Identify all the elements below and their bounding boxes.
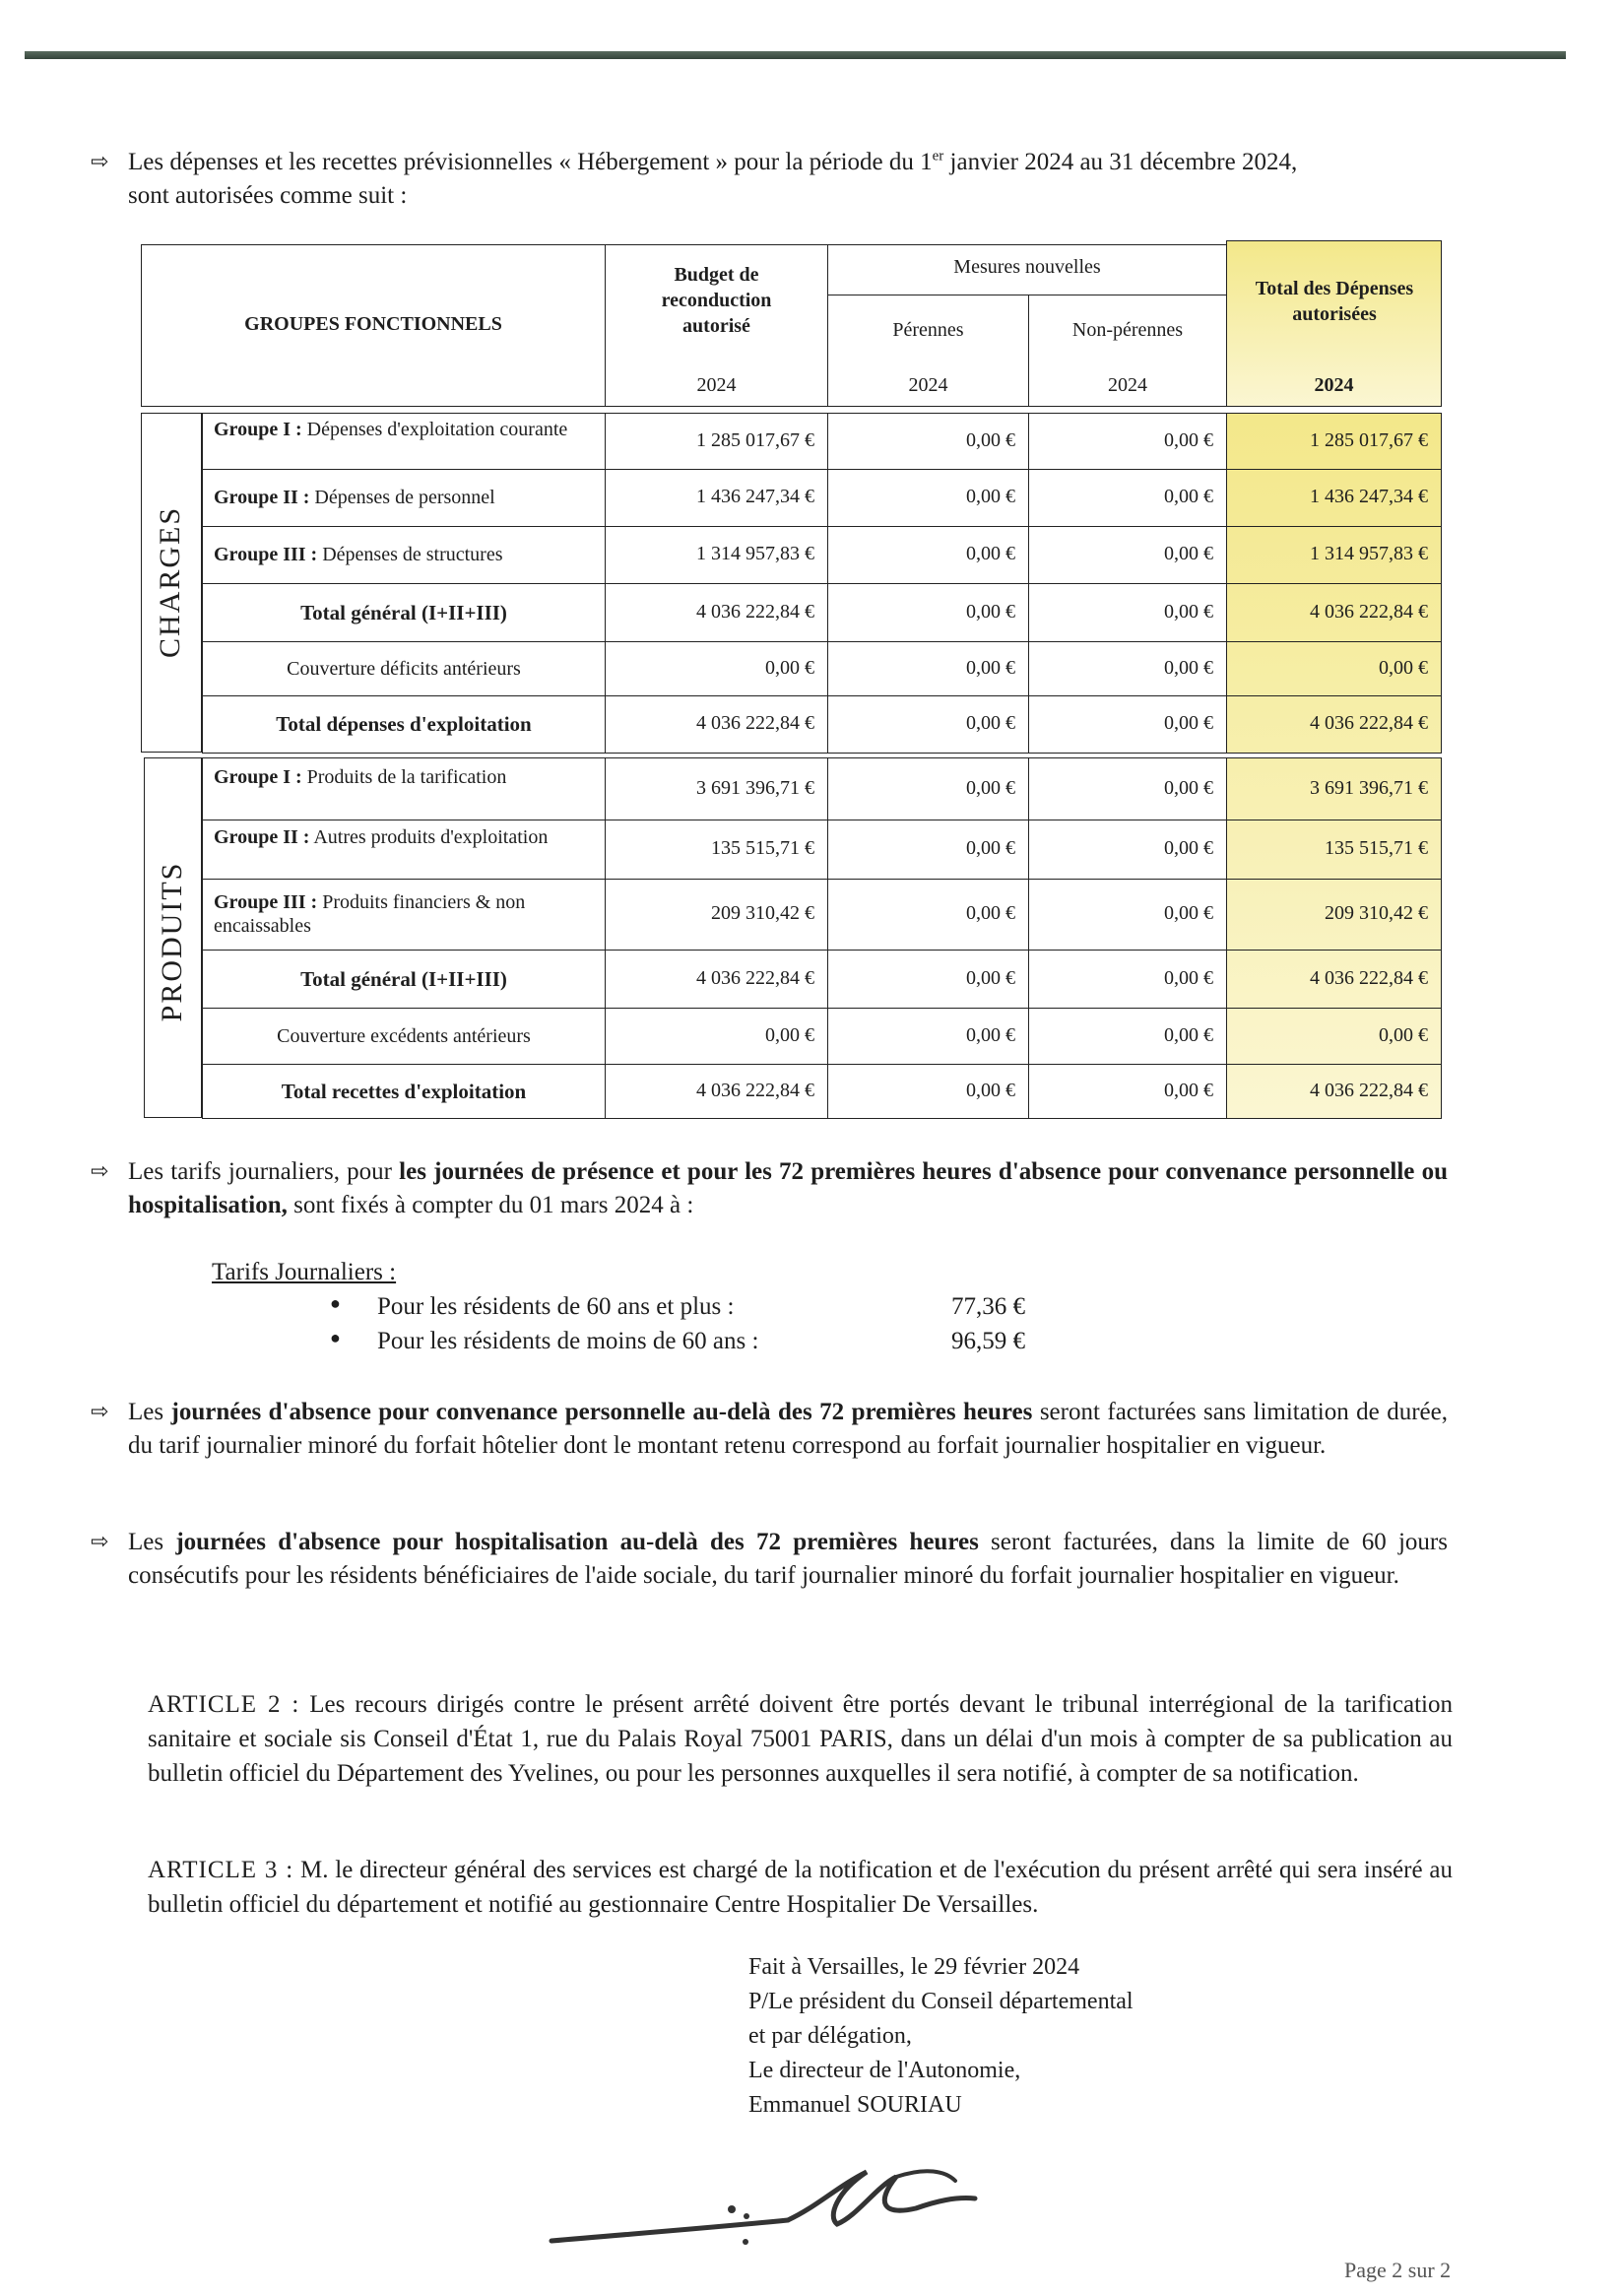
charges-row-label <box>214 657 594 681</box>
charges-row-label-text: Dépenses de personnel <box>309 487 495 508</box>
absence-hospitalisation-paragraph <box>91 1526 1448 1593</box>
produits-row-label-bold: Groupe III : <box>214 891 318 913</box>
produits-row-label-bold: Groupe I : <box>214 765 302 788</box>
produits-row-label-bold: Total recettes d'exploitation <box>281 1079 527 1103</box>
produits-row-label-text: Autres produits d'exploitation <box>309 826 549 848</box>
tarifs-text-1: Les tarifs journaliers, pour <box>128 1158 400 1185</box>
charges-row-label <box>214 486 594 509</box>
produits-value-budget: 3 691 396,71 € <box>696 776 814 799</box>
produits-row-label-text: Produits de la tarification <box>301 765 507 788</box>
absence-convenance-text-2: seront facturées sans limitation de durée, du tarif journalier minoré du forfait hôtelier dont le montant retenu correspond au forfait journalier hospitalier en vigueur. <box>128 1399 1448 1459</box>
charges-value-non_perennes: 0,00 € <box>1164 600 1213 623</box>
charges-value-non_perennes: 0,00 € <box>1164 656 1213 679</box>
handwritten-signature <box>542 2147 1014 2265</box>
produits-value-non_perennes: 0,00 € <box>1164 837 1213 859</box>
arrow-right-icon: ⇨ <box>91 150 109 174</box>
charges-row-label-text: Dépenses de structures <box>317 544 503 565</box>
charges-row-label-bold: Total dépenses d'exploitation <box>276 712 532 736</box>
charges-row-label <box>214 418 594 441</box>
produits-value-perennes: 0,00 € <box>966 1023 1015 1046</box>
header-nonperennes: Non-pérennes <box>1071 319 1184 341</box>
article-3 <box>148 1853 1453 1922</box>
signature-line: Fait à Versailles, le 29 février 2024 <box>748 1954 1080 1980</box>
tarif-value-under60: 96,59 € <box>951 1328 1025 1354</box>
charges-value-total: 0,00 € <box>1379 656 1428 679</box>
charges-value-budget: 1 436 247,34 € <box>696 486 814 507</box>
charges-value-total: 4 036 222,84 € <box>1310 712 1428 734</box>
charges-value-budget: 0,00 € <box>765 656 814 679</box>
produits-value-non_perennes: 0,00 € <box>1164 1023 1213 1046</box>
charges-value-non_perennes: 0,00 € <box>1164 712 1213 734</box>
tarif-label-under60: Pour les résidents de moins de 60 ans : <box>377 1328 759 1354</box>
produits-value-total: 3 691 396,71 € <box>1310 776 1428 799</box>
charges-value-total: 4 036 222,84 € <box>1310 600 1428 623</box>
header-groupes: GROUPES FONCTIONNELS <box>244 313 502 335</box>
produits-value-perennes: 0,00 € <box>966 1079 1015 1101</box>
charges-row-label-bold: Total général (I+II+III) <box>300 600 507 624</box>
header-budget: Budget de reconduction autorisé <box>661 264 772 337</box>
produits-value-budget: 209 310,42 € <box>711 902 814 924</box>
produits-value-perennes: 0,00 € <box>966 776 1015 799</box>
absence-convenance-bold: journées d'absence pour convenance personnelle au-delà des 72 premières heures <box>170 1399 1033 1425</box>
charges-value-perennes: 0,00 € <box>966 543 1015 564</box>
article-2-text: Les recours dirigés contre le présent arrêté doivent être portés devant le tribunal interrégional de la tarification sanitaire et sociale sis Conseil d'État 1, rue du Palais Royal 75001 PARIS, dans un délai d'un mois à compter de sa publication au bulletin officiel du Département des Yvelines, ou pour les personnes auxquelles il sera notifié, à compter de sa notification. <box>148 1691 1453 1787</box>
produits-row-label <box>214 890 594 938</box>
produits-value-budget: 0,00 € <box>765 1023 814 1046</box>
tarifs-heading: Tarifs Journaliers : <box>212 1259 397 1285</box>
produits-row-label <box>214 1080 594 1103</box>
article-2-label: ARTICLE 2 : <box>148 1691 300 1718</box>
intro-line1-pre: Les dépenses et les recettes prévisionnelles « Hébergement » pour la période du 1 <box>128 149 933 175</box>
produits-row-label <box>214 1024 594 1048</box>
charges-value-non_perennes: 0,00 € <box>1164 486 1213 507</box>
produits-row-label-text: Produits financiers & non encaissables <box>214 891 526 937</box>
header-year-budget: 2024 <box>696 374 737 396</box>
charges-row-label-bold: Groupe I : <box>214 418 302 440</box>
signature-line: et par délégation, <box>748 2023 912 2049</box>
charges-value-perennes: 0,00 € <box>966 712 1015 734</box>
produits-value-budget: 4 036 222,84 € <box>696 1079 814 1101</box>
charges-value-budget: 4 036 222,84 € <box>696 600 814 623</box>
produits-value-perennes: 0,00 € <box>966 837 1015 859</box>
produits-label: PRODUITS <box>156 861 188 1022</box>
tarifs-bold: les journées de présence et pour les 72 premières heures d'absence pour convenance personnelle ou hospitalisation, <box>128 1158 1448 1218</box>
charges-value-non_perennes: 0,00 € <box>1164 543 1213 564</box>
charges-value-perennes: 0,00 € <box>966 656 1015 679</box>
intro-sup: er <box>932 148 944 164</box>
tarifs-paragraph <box>91 1155 1448 1222</box>
produits-value-budget: 135 515,71 € <box>711 837 814 859</box>
charges-value-budget: 1 285 017,67 € <box>696 428 814 451</box>
arrow-right-icon: ⇨ <box>91 1530 109 1554</box>
produits-value-non_perennes: 0,00 € <box>1164 902 1213 924</box>
signature-line: Emmanuel SOURIAU <box>748 2092 962 2118</box>
produits-value-perennes: 0,00 € <box>966 966 1015 989</box>
charges-row-label-text: Couverture déficits antérieurs <box>287 657 521 680</box>
article-3-label: ARTICLE 3 : <box>148 1857 294 1883</box>
produits-value-non_perennes: 0,00 € <box>1164 966 1213 989</box>
header-year-nonperennes: 2024 <box>1108 374 1147 396</box>
page-number: Page 2 sur 2 <box>1344 2258 1452 2282</box>
produits-row-label-bold: Total général (I+II+III) <box>300 966 507 991</box>
tarifs-text-2: sont fixés à compter du 01 mars 2024 à : <box>287 1192 694 1218</box>
charges-value-total: 1 314 957,83 € <box>1310 543 1428 564</box>
tarif-bullet: ● <box>330 1328 341 1347</box>
charges-value-perennes: 0,00 € <box>966 600 1015 623</box>
produits-value-perennes: 0,00 € <box>966 902 1015 924</box>
produits-row-label <box>214 825 594 849</box>
absence-convenance-text-1: Les <box>128 1399 171 1425</box>
absence-hosp-text-1: Les <box>128 1529 176 1555</box>
arrow-right-icon: ⇨ <box>91 1400 109 1424</box>
absence-hosp-bold: journées d'absence pour hospitalisation au-delà des 72 premières heures <box>175 1529 979 1555</box>
produits-value-total: 135 515,71 € <box>1325 837 1428 859</box>
produits-row-label <box>214 967 594 991</box>
signature-line: P/Le président du Conseil départemental <box>748 1989 1134 2014</box>
intro-line1-post: janvier 2024 au 31 décembre 2024, <box>943 149 1298 175</box>
signature-line: Le directeur de l'Autonomie, <box>748 2058 1021 2083</box>
article-2 <box>148 1687 1453 1791</box>
charges-row-label-bold: Groupe II : <box>214 487 310 508</box>
charges-value-non_perennes: 0,00 € <box>1164 428 1213 451</box>
charges-label: CHARGES <box>154 505 186 659</box>
produits-value-non_perennes: 0,00 € <box>1164 1079 1213 1101</box>
produits-value-total: 4 036 222,84 € <box>1310 966 1428 989</box>
produits-value-total: 4 036 222,84 € <box>1310 1079 1428 1101</box>
produits-value-budget: 4 036 222,84 € <box>696 966 814 989</box>
arrow-right-icon: ⇨ <box>91 1159 109 1184</box>
charges-value-perennes: 0,00 € <box>966 428 1015 451</box>
produits-row-label-text: Couverture excédents antérieurs <box>277 1024 531 1047</box>
charges-value-budget: 4 036 222,84 € <box>696 712 814 734</box>
charges-row-label <box>214 601 594 624</box>
produits-value-total: 0,00 € <box>1379 1023 1428 1046</box>
header-perennes: Pérennes <box>892 319 964 341</box>
charges-value-perennes: 0,00 € <box>966 486 1015 507</box>
signature-block <box>748 1950 1134 2123</box>
tarif-label-60plus: Pour les résidents de 60 ans et plus : <box>377 1293 735 1320</box>
produits-row-label <box>214 765 594 789</box>
tarif-value-60plus: 77,36 € <box>951 1293 1025 1320</box>
charges-value-total: 1 436 247,34 € <box>1310 486 1428 507</box>
produits-value-non_perennes: 0,00 € <box>1164 776 1213 799</box>
header-total: Total des Dépenses autorisées <box>1255 278 1414 325</box>
charges-row-label-bold: Groupe III : <box>214 544 318 565</box>
charges-value-total: 1 285 017,67 € <box>1310 428 1428 451</box>
article-3-text: M. le directeur général des services est chargé de la notification et de l'exécution du présent arrêté qui sera inséré au bulletin officiel du département et notifié au gestionnaire Centre Hospitalier De Versailles. <box>148 1857 1453 1918</box>
header-year-total: 2024 <box>1314 374 1354 396</box>
charges-row-label-text: Dépenses d'exploitation courante <box>301 418 568 440</box>
absence-hosp-text-2: seront facturées, dans la limite de 60 jours consécutifs pour les résidents bénéficiaires de l'aide sociale, du tarif journalier minoré du forfait journalier hospitalier en vigueur. <box>128 1529 1448 1589</box>
charges-row-label <box>214 543 594 566</box>
header-year-perennes: 2024 <box>908 374 948 396</box>
produits-value-total: 209 310,42 € <box>1325 902 1428 924</box>
charges-row-label <box>214 712 594 736</box>
tarif-bullet: ● <box>330 1293 341 1313</box>
intro-line2: sont autorisées comme suit : <box>128 182 408 209</box>
produits-row-label-bold: Groupe II : <box>214 826 310 848</box>
absence-convenance-paragraph <box>91 1396 1448 1463</box>
header-mesures: Mesures nouvelles <box>953 256 1101 278</box>
charges-value-budget: 1 314 957,83 € <box>696 543 814 564</box>
